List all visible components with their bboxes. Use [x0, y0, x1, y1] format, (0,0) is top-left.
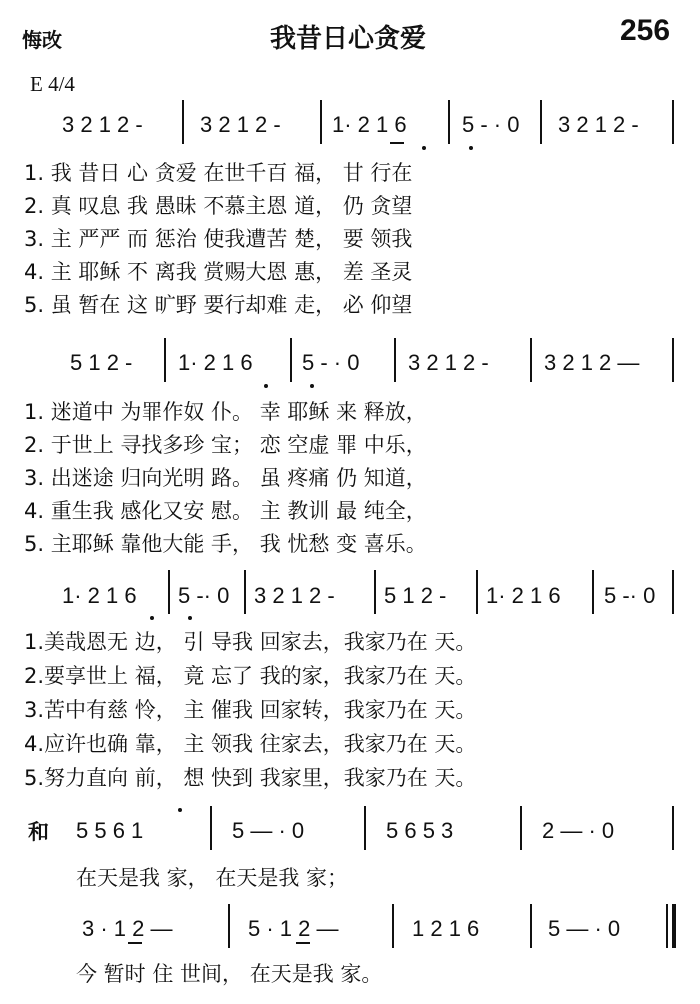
lyric-verse-5: 5. 虽 暂在 这 旷野 要行却难 走， 必 仰望	[24, 293, 413, 317]
category-label: 悔改	[22, 28, 62, 52]
measure: 1 2 1 6	[412, 916, 480, 941]
bar-line	[364, 806, 366, 850]
bar-line	[530, 904, 532, 948]
measure: 5 - · 0	[302, 350, 360, 375]
low-dot	[469, 146, 473, 150]
bar-line	[672, 100, 674, 144]
lyric-verse-2: 2. 真 叹息 我 愚昧 不慕主恩 道， 仍 贪望	[24, 194, 413, 218]
measure: 5 6 5 3	[386, 818, 454, 843]
bar-line	[530, 338, 532, 382]
bar-line	[374, 570, 376, 614]
underline-mark	[390, 142, 404, 144]
high-dot	[178, 808, 182, 812]
bar-line	[666, 904, 668, 948]
lyric-verse-5: 5.努力直向 前， 想 快到 我家里，我家乃在 天。	[24, 766, 477, 790]
bar-line	[168, 570, 170, 614]
notation-line-1	[0, 112, 700, 142]
measure: 3 2 1 2 -	[62, 112, 143, 137]
bar-line	[320, 100, 322, 144]
lyric-verse-4: 4.应许也确 靠， 主 领我 往家去，我家乃在 天。	[24, 732, 477, 756]
lyric-verse-1: 1. 我 昔日 心 贪爱 在世千百 福， 甘 行在	[24, 161, 413, 185]
bar-line	[520, 806, 522, 850]
underline-mark	[128, 942, 142, 944]
bar-line	[394, 338, 396, 382]
chorus-notation-line-1	[0, 818, 700, 848]
hymn-number: 256	[620, 14, 671, 47]
lyric-verse-2: 2. 于世上 寻找多珍 宝； 恋 空虚 罪 中乐，	[24, 433, 427, 457]
bar-line	[540, 100, 542, 144]
measure: 5 -· 0	[178, 583, 230, 608]
bar-line	[244, 570, 246, 614]
bar-line	[476, 570, 478, 614]
bar-line	[164, 338, 166, 382]
measure: 5 1 2 -	[70, 350, 133, 375]
measure: 3 2 1 2 -	[558, 112, 639, 137]
bar-line	[182, 100, 184, 144]
lyric-verse-4: 4. 重生我 感化又安 慰。 主 教训 最 纯全，	[24, 499, 427, 523]
low-dot	[188, 616, 192, 620]
chorus-label: 和	[28, 820, 49, 844]
notation-line-2	[0, 350, 700, 380]
lyric-verse-4: 4. 主 耶稣 不 离我 赏赐大恩 惠， 差 圣灵	[24, 260, 413, 284]
bar-line	[448, 100, 450, 144]
lyric-verse-1: 1. 迷道中 为罪作奴 仆。 幸 耶稣 来 释放，	[24, 400, 427, 424]
measure: 3 2 1 2 -	[200, 112, 281, 137]
lyric-verse-3: 3. 出迷途 归向光明 路。 虽 疼痛 仍 知道，	[24, 466, 427, 490]
bar-line	[672, 338, 674, 382]
measure: 3 2 1 2 -	[408, 350, 489, 375]
measure: 5 1 2 -	[384, 583, 447, 608]
measure: 1· 2 1 6	[62, 583, 137, 608]
measure: 3 2 1 2 —	[544, 350, 640, 375]
measure: 5 — · 0	[232, 818, 305, 843]
measure: 3 2 1 2 -	[254, 583, 335, 608]
chorus-lyric-line-1: 在天是我 家， 在天是我 家；	[76, 866, 349, 890]
lyric-verse-1: 1.美哉恩无 边， 引 导我 回家去，我家乃在 天。	[24, 630, 477, 654]
measure: 3 · 1 2 —	[82, 916, 173, 941]
measure: 5 5 6 1	[76, 818, 144, 843]
chorus-lyric-line-2: 今 暂时 住 世间， 在天是我 家。	[76, 962, 383, 986]
lyric-verse-3: 3. 主 严严 而 惩治 使我遭苦 楚， 要 领我	[24, 227, 413, 251]
notation-line-3	[0, 583, 700, 613]
low-dot	[150, 616, 154, 620]
lyric-verse-5: 5. 主耶稣 靠他大能 手， 我 忧愁 变 喜乐。	[24, 532, 427, 556]
measure: 5 · 1 2 —	[248, 916, 339, 941]
chorus-notation-line-2	[0, 916, 700, 946]
measure: 1· 2 1 6	[178, 350, 253, 375]
low-dot	[422, 146, 426, 150]
underline-mark	[296, 942, 310, 944]
low-dot	[264, 384, 268, 388]
key-signature: E 4/4	[30, 72, 75, 96]
bar-line	[672, 806, 674, 850]
measure: 2 — · 0	[542, 818, 615, 843]
hymn-title: 我昔日心贪爱	[270, 24, 427, 54]
low-dot	[310, 384, 314, 388]
measure: 1· 2 1 6	[332, 112, 407, 137]
bar-line	[672, 570, 674, 614]
measure: 5 -· 0	[604, 583, 656, 608]
bar-line	[592, 570, 594, 614]
bar-line	[290, 338, 292, 382]
measure: 1· 2 1 6	[486, 583, 561, 608]
bar-line	[228, 904, 230, 948]
measure: 5 — · 0	[548, 916, 621, 941]
lyric-verse-3: 3.苦中有慈 怜， 主 催我 回家转，我家乃在 天。	[24, 698, 477, 722]
bar-line	[392, 904, 394, 948]
final-bar-line	[672, 904, 676, 948]
measure: 5 - · 0	[462, 112, 520, 137]
lyric-verse-2: 2.要享世上 福， 竟 忘了 我的家，我家乃在 天。	[24, 664, 477, 688]
bar-line	[210, 806, 212, 850]
